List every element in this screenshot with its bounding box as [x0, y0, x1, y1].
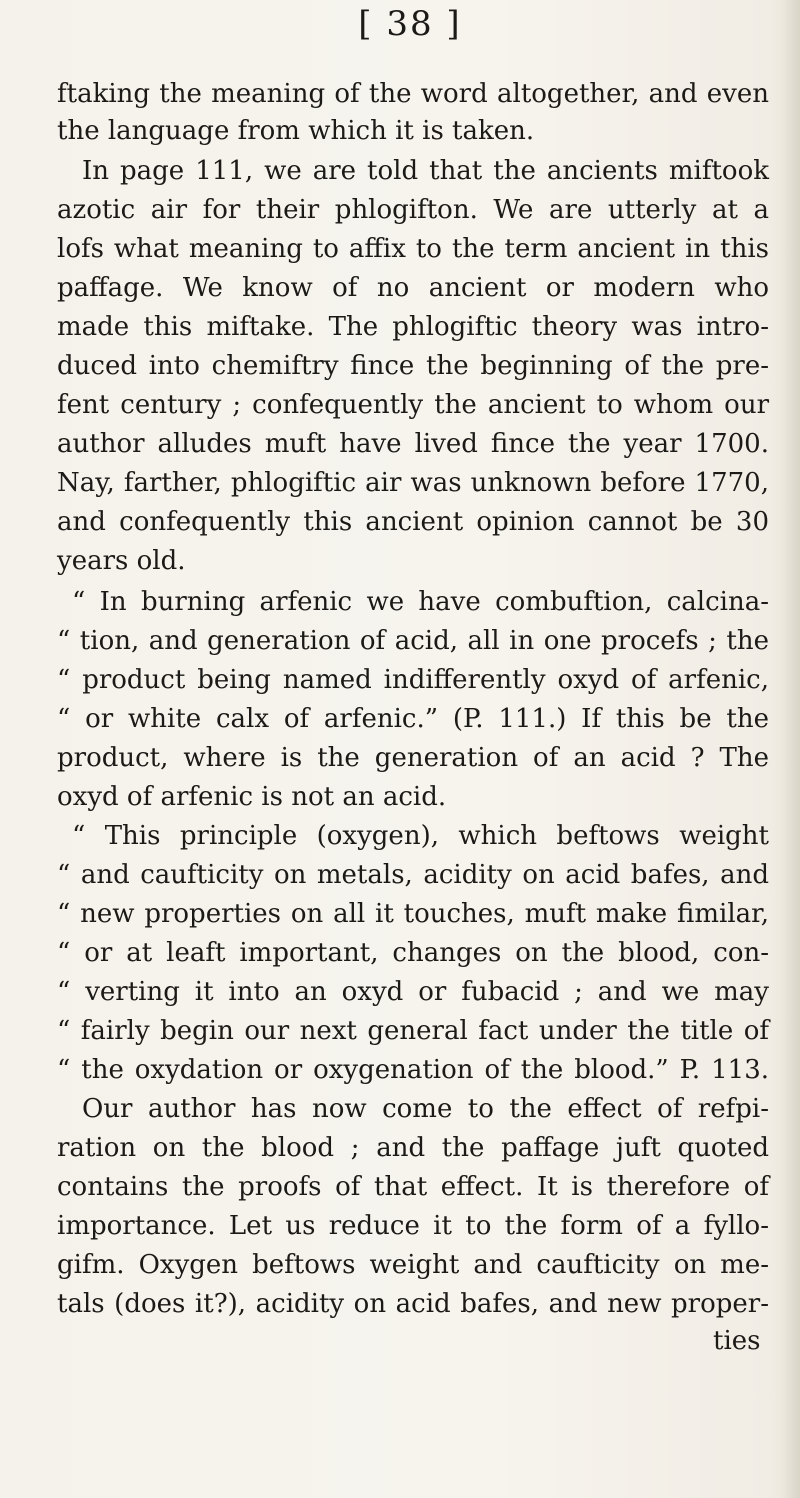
- text-line: years old.: [57, 546, 186, 576]
- text-line: paffage. We know of no ancient or modern who: [57, 273, 769, 303]
- text-line: contains the proofs of that effect. It is therefore of: [57, 1172, 769, 1202]
- quote-line: “ This principle (oxygen), which beftows weight: [72, 821, 769, 851]
- text-line: duced into chemiftry fince the beginning of the pre-: [57, 351, 769, 381]
- text-line: lofs what meaning to affix to the term ancient in this: [57, 234, 769, 264]
- quote-line: “ product being named indifferently oxyd of arfenic,: [57, 665, 769, 695]
- text-line: gifm. Oxygen beftows weight and caufticity on me-: [57, 1250, 769, 1280]
- quote-line: “ new properties on all it touches, muft make fimilar,: [57, 899, 769, 929]
- text-line: and confequently this ancient opinion cannot be 30: [57, 507, 769, 537]
- text-line: made this miftake. The phlogiftic theory was intro-: [57, 312, 769, 342]
- quote-line: “ or at leaft important, changes on the blood, con-: [57, 938, 769, 968]
- catchword: ties: [713, 1326, 761, 1356]
- text-line: Nay, farther, phlogiftic air was unknown before 1770,: [57, 468, 769, 498]
- text-line: tals (does it?), acidity on acid bafes, and new proper-: [57, 1289, 769, 1319]
- text-line: ration on the blood ; and the paffage juft quoted: [57, 1133, 769, 1163]
- page-number-header: [ 38 ]: [358, 4, 462, 44]
- text-line: In page 111, we are told that the ancients miftook: [82, 156, 769, 186]
- quote-line: “ the oxydation or oxygenation of the blood.” P. 113.: [57, 1055, 769, 1085]
- quote-line: “ verting it into an oxyd or fubacid ; and we may: [57, 977, 769, 1007]
- quote-line: “ tion, and generation of acid, all in one procefs ; the: [57, 626, 769, 656]
- quote-line: “ and caufticity on metals, acidity on acid bafes, and: [57, 860, 769, 890]
- text-line: azotic air for their phlogifton. We are utterly at a: [57, 195, 769, 225]
- quote-line: “ In burning arfenic we have combuftion, calcina-: [72, 587, 769, 617]
- text-line: Our author has now come to the effect of refpi-: [82, 1094, 769, 1124]
- text-line: author alludes muft have lived fince the year 1700.: [57, 429, 769, 459]
- text-line: importance. Let us reduce it to the form of a fyllo-: [57, 1211, 769, 1241]
- text-line: ftaking the meaning of the word altogether, and even: [57, 79, 769, 109]
- text-line: the language from which it is taken.: [57, 116, 535, 146]
- quote-line: “ fairly begin our next general fact under the title of: [57, 1016, 769, 1046]
- text-line: fent century ; confequently the ancient to whom our: [57, 390, 769, 420]
- text-line: product, where is the generation of an acid ? The: [57, 743, 769, 773]
- text-line: oxyd of arfenic is not an acid.: [57, 782, 447, 812]
- quote-line: “ or white calx of arfenic.” (P. 111.) If this be the: [57, 704, 769, 734]
